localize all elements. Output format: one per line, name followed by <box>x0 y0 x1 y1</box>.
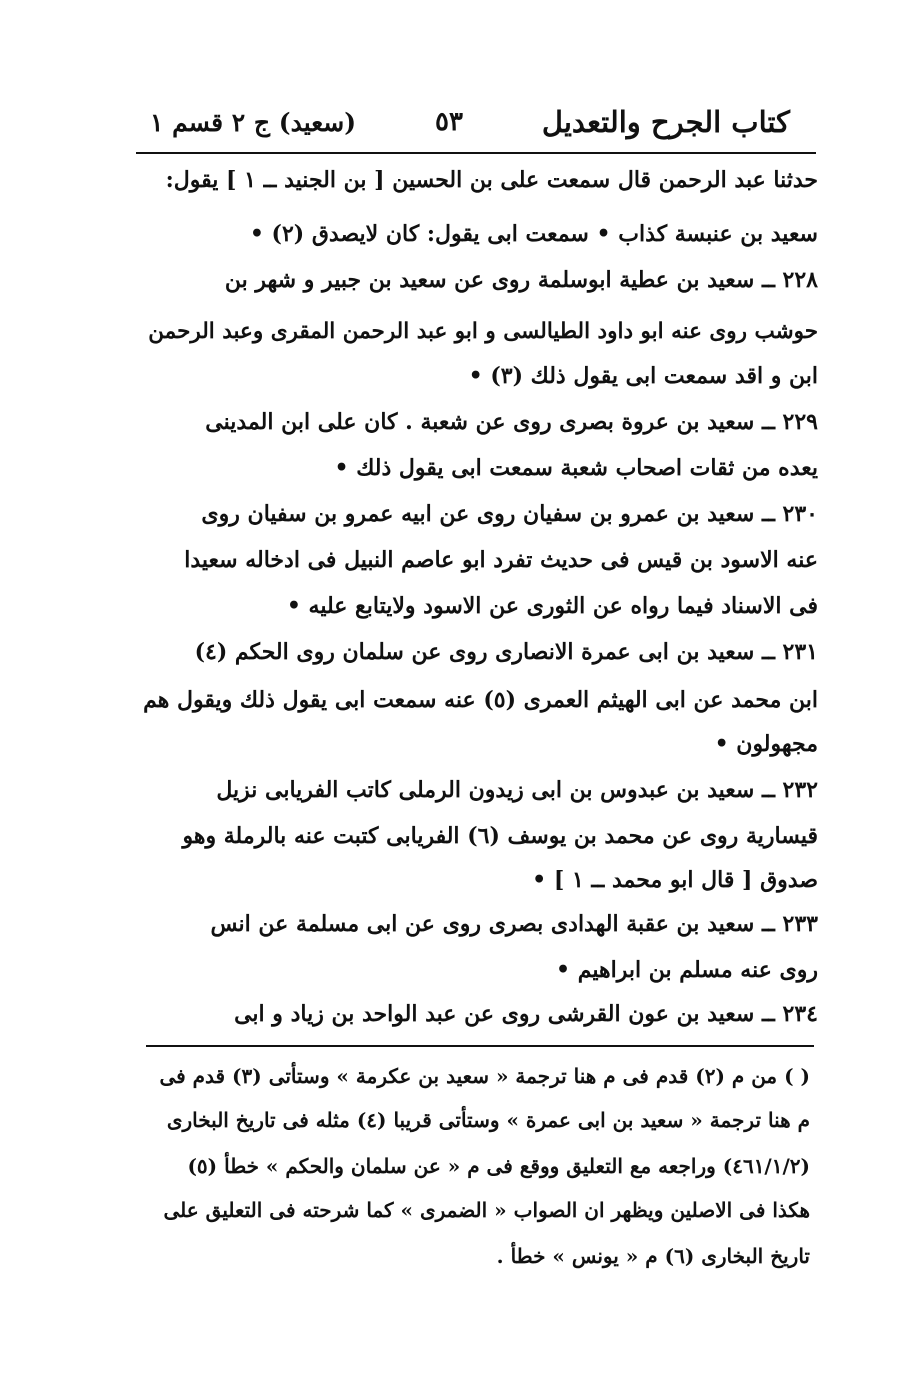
text-line: فى الاسناد فيما رواه عن الثورى عن الاسود ولايتابع عليه • <box>286 593 818 619</box>
footnote-line: هكذا فى الاصلين ويظهر ان الصواب « الضمرى » كما شرحته فى التعليق على <box>163 1198 810 1222</box>
text-line: قيسارية روى عن محمد بن يوسف (٦) الفريابى كتبت عنه بالرملة وهو <box>182 823 818 849</box>
entry-230-line: ٢٣٠ ــ سعيد بن عمرو بن سفيان روى عن ابيه عمرو بن سفيان روى <box>201 501 818 527</box>
entry-234-line: ٢٣٤ ــ سعيد بن عون القرشى روى عن عبد الواحد بن زياد و ابى <box>234 1001 818 1027</box>
text-line: ابن و اقد سمعت ابى يقول ذلك (٣) • <box>468 363 818 389</box>
header-rule <box>136 152 816 154</box>
text-line: سعيد بن عنبسة كذاب • سمعت ابى يقول: كان لايصدق (٢) • <box>249 221 818 247</box>
text-line: حدثنا عبد الرحمن قال سمعت على بن الحسين [ بن الجنيد ــ ١ ] يقول: <box>165 167 818 193</box>
text-line: روى عنه مسلم بن ابراهيم • <box>556 957 818 983</box>
text-line: عنه الاسود بن قيس فى حديث تفرد ابو عاصم النبيل فى ادخاله سعيدا <box>184 547 818 573</box>
entry-232-line: ٢٣٢ ــ سعيد بن عبدوس بن ابى زيدون الرملى كاتب الفريابى نزيل <box>216 777 818 803</box>
section-label: (سعيد) ج ٢ قسم ١ <box>150 107 357 137</box>
footnote-line: تاريخ البخارى (٦) م « يونس » خطأ . <box>496 1244 810 1268</box>
text-line: مجهولون • <box>714 731 818 757</box>
text-line: صدوق [ قال ابو محمد ــ ١ ] • <box>532 867 818 893</box>
page-number: ٥٣ <box>435 107 463 137</box>
entry-229-line: ٢٢٩ ــ سعيد بن عروة بصرى روى عن شعبة . كان على ابن المدينى <box>205 409 818 435</box>
entry-233-line: ٢٣٣ ــ سعيد بن عقبة الهدادى بصرى روى عن ابى مسلمة عن انس <box>210 911 818 937</box>
footnote-rule <box>146 1045 814 1047</box>
text-line: يعده من ثقات اصحاب شعبة سمعت ابى يقول ذلك • <box>334 455 818 481</box>
text-line: ابن محمد عن ابى الهيثم العمرى (٥) عنه سمعت ابى يقول ذلك ويقول هم <box>143 687 818 713</box>
page-header <box>150 98 790 146</box>
book-title: كتاب الجرح والتعديل <box>541 105 790 139</box>
footnote-line: ( ) من م (٢) قدم فى م هنا ترجمة « سعيد بن عكرمة » وستأتى (٣) قدم فى <box>159 1064 810 1088</box>
entry-231-line: ٢٣١ ــ سعيد بن ابى عمرة الانصارى روى عن سلمان روى الحكم (٤) <box>194 639 818 665</box>
footnote-line: م هنا ترجمة « سعيد بن ابى عمرة » وستأتى قريبا (٤) مثله فى تاريخ البخارى <box>166 1108 810 1132</box>
entry-228-line: ٢٢٨ ــ سعيد بن عطية ابوسلمة روى عن سعيد بن جبير و شهر بن <box>224 267 818 293</box>
text-line: حوشب روى عنه ابو داود الطيالسى و ابو عبد الرحمن المقرى وعبد الرحمن <box>148 319 818 344</box>
footnote-line: (٤٦١/١/٢) وراجعه مع التعليق ووقع فى م « عن سلمان والحكم » خطأ (٥) <box>187 1154 810 1178</box>
